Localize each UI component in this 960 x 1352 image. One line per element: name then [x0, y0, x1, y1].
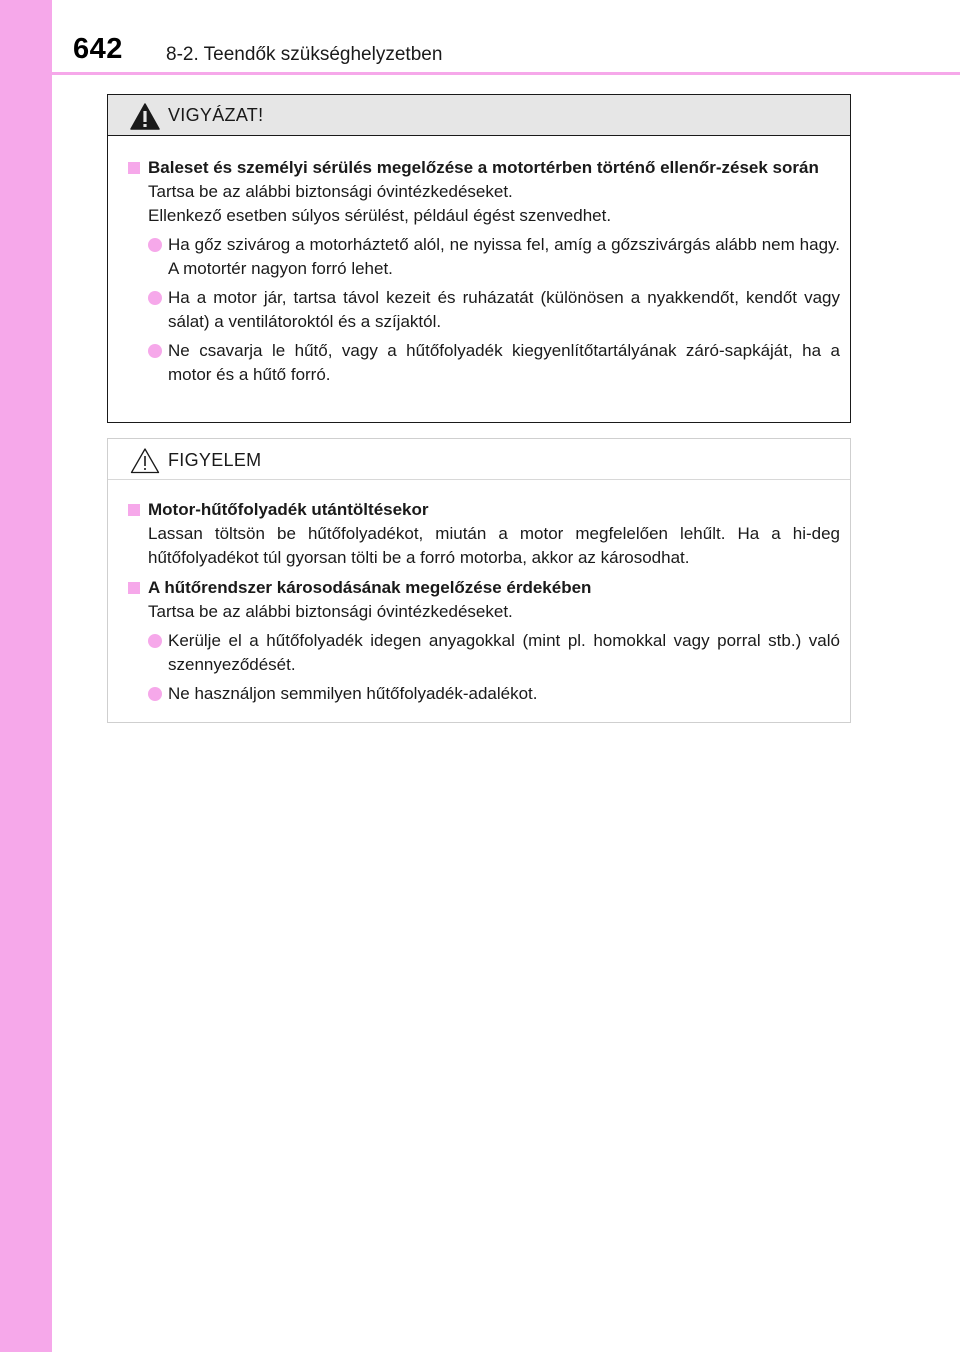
notice-topic	[128, 498, 840, 570]
warning-label: VIGYÁZAT!	[168, 105, 264, 125]
warning-bullet-text: Ha gőz szivárog a motorháztető alól, ne nyissa fel, amíg a gőzszivárgás alább nem hagy. A motortér nagyon forró lehet.	[168, 235, 840, 278]
warning-bullet-item	[148, 286, 840, 334]
round-bullet-icon	[148, 344, 162, 358]
caution-triangle-outline-icon	[130, 447, 160, 474]
round-bullet-icon	[148, 634, 162, 648]
notice-bullet-text: Ne használjon semmilyen hűtőfolyadék-adalékot.	[168, 684, 538, 703]
round-bullet-icon	[148, 238, 162, 252]
side-color-bar	[0, 0, 52, 1352]
page-number: 642	[73, 33, 123, 65]
warning-triangle-icon	[130, 103, 160, 130]
warning-bullet-item	[148, 233, 840, 281]
warning-bullet-text: Ne csavarja le hűtő, vagy a hűtőfolyadék kiegyenlítőtartályának záró-sapkáját, ha a motor és a hűtő forró.	[168, 341, 840, 384]
warning-topic-heading: Baleset és személyi sérülés megelőzése a motortérben történő ellenőr-zések során	[148, 158, 819, 177]
round-bullet-icon	[148, 291, 162, 305]
square-bullet-icon	[128, 162, 140, 174]
notice-label: FIGYELEM	[168, 450, 262, 470]
square-bullet-icon	[128, 582, 140, 594]
notice-bullet-item	[148, 629, 840, 677]
notice-topic-heading: A hűtőrendszer károsodásának megelőzése érdekében	[148, 578, 592, 597]
notice-paragraph: Tartsa be az alábbi biztonsági óvintézkedéseket.	[148, 602, 513, 621]
notice-bullet-text: Kerülje el a hűtőfolyadék idegen anyagokkal (mint pl. homokkal vagy porral stb.) való szennyeződését.	[168, 631, 840, 674]
section-title: 8-2. Teendők szükséghelyzetben	[166, 44, 443, 65]
notice-bullet-item	[148, 682, 840, 706]
notice-topic-heading: Motor-hűtőfolyadék utántöltésekor	[148, 500, 429, 519]
warning-paragraph: Ellenkező esetben súlyos sérülést, például égést szenvedhet.	[148, 206, 612, 225]
round-bullet-icon	[148, 687, 162, 701]
warning-topic	[128, 156, 840, 387]
square-bullet-icon	[128, 504, 140, 516]
warning-bullet-item	[148, 339, 840, 387]
warning-header	[108, 95, 850, 136]
notice-body	[108, 480, 850, 706]
notice-header	[108, 439, 850, 480]
notice-paragraph: Lassan töltsön be hűtőfolyadékot, miután a motor megfelelően lehűlt. Ha a hi-deg hűtőfolyadékot túl gyorsan tölti be a forró motorba, akkor az károsodhat.	[148, 524, 840, 567]
notice-box	[107, 438, 851, 723]
notice-topic	[128, 576, 840, 706]
warning-body	[108, 136, 850, 387]
header-divider	[52, 72, 960, 75]
warning-bullet-text: Ha a motor jár, tartsa távol kezeit és ruházatát (különösen a nyakkendőt, kendőt vagy sálat) a ventilátoroktól és a szíjaktól.	[168, 288, 840, 331]
warning-paragraph: Tartsa be az alábbi biztonsági óvintézkedéseket.	[148, 182, 513, 201]
warning-box	[107, 94, 851, 423]
